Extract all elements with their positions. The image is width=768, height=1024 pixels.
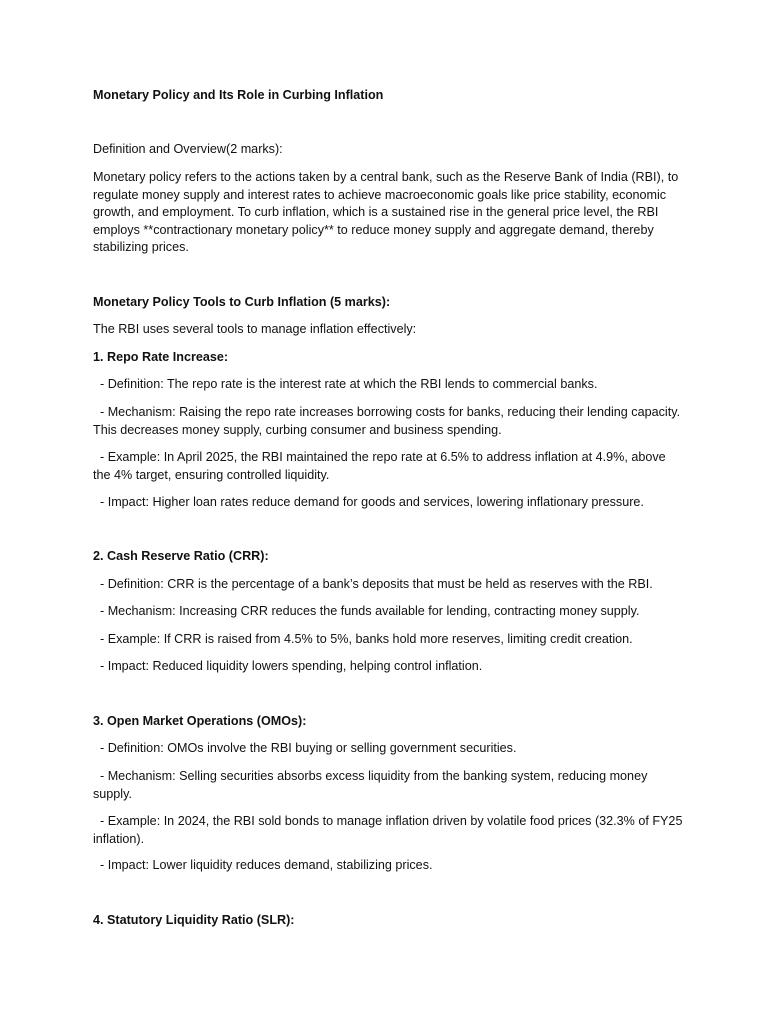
list-item: - Definition: CRR is the percentage of a bank’s deposits that must be held as reserves with the RBI. bbox=[93, 577, 653, 591]
list-item: - Mechanism: Raising the repo rate increases borrowing costs for banks, reducing their lending capacity. This decreases money supply, curbing consumer and business spending. bbox=[93, 405, 684, 437]
section-heading-omos: 3. Open Market Operations (OMOs): bbox=[93, 714, 307, 728]
list-item: - Mechanism: Increasing CRR reduces the funds available for lending, contracting money supply. bbox=[93, 604, 640, 618]
tools-heading: Monetary Policy Tools to Curb Inflation (5 marks): bbox=[93, 295, 391, 309]
list-item: - Mechanism: Selling securities absorbs excess liquidity from the banking system, reducing money supply. bbox=[93, 769, 651, 801]
list-item: - Example: If CRR is raised from 4.5% to 5%, banks hold more reserves, limiting credit creation. bbox=[93, 632, 633, 646]
document-title: Monetary Policy and Its Role in Curbing Inflation bbox=[93, 88, 384, 102]
section-heading-repo-rate: 1. Repo Rate Increase: bbox=[93, 350, 229, 364]
list-item: - Definition: The repo rate is the interest rate at which the RBI lends to commercial banks. bbox=[93, 377, 598, 391]
definition-heading: Definition and Overview(2 marks): bbox=[93, 142, 283, 156]
list-item: - Impact: Higher loan rates reduce demand for goods and services, lowering inflationary pressure. bbox=[93, 495, 644, 509]
list-item: - Example: In April 2025, the RBI maintained the repo rate at 6.5% to address inflation at 4.9%, above the 4% target, ensuring controlled liquidity. bbox=[93, 450, 670, 482]
tools-intro: The RBI uses several tools to manage inflation effectively: bbox=[93, 322, 417, 336]
section-heading-slr: 4. Statutory Liquidity Ratio (SLR): bbox=[93, 913, 295, 927]
list-item: - Impact: Lower liquidity reduces demand, stabilizing prices. bbox=[93, 858, 433, 872]
definition-paragraph: Monetary policy refers to the actions taken by a central bank, such as the Reserve Bank of India (RBI), to regulate money supply and interest rates to achieve macroeconomic goals like price stability, economic growth, and employment. To curb inflation, which is a sustained rise in the general price level, the RBI employs **contractionary monetary policy** to reduce money supply and aggregate demand, thereby stabilizing prices. bbox=[93, 170, 679, 254]
list-item: - Impact: Reduced liquidity lowers spending, helping control inflation. bbox=[93, 659, 483, 673]
section-heading-crr: 2. Cash Reserve Ratio (CRR): bbox=[93, 549, 269, 563]
list-item: - Example: In 2024, the RBI sold bonds to manage inflation driven by volatile food prices (32.3% of FY25 inflation). bbox=[93, 814, 686, 846]
list-item: - Definition: OMOs involve the RBI buying or selling government securities. bbox=[93, 741, 517, 755]
